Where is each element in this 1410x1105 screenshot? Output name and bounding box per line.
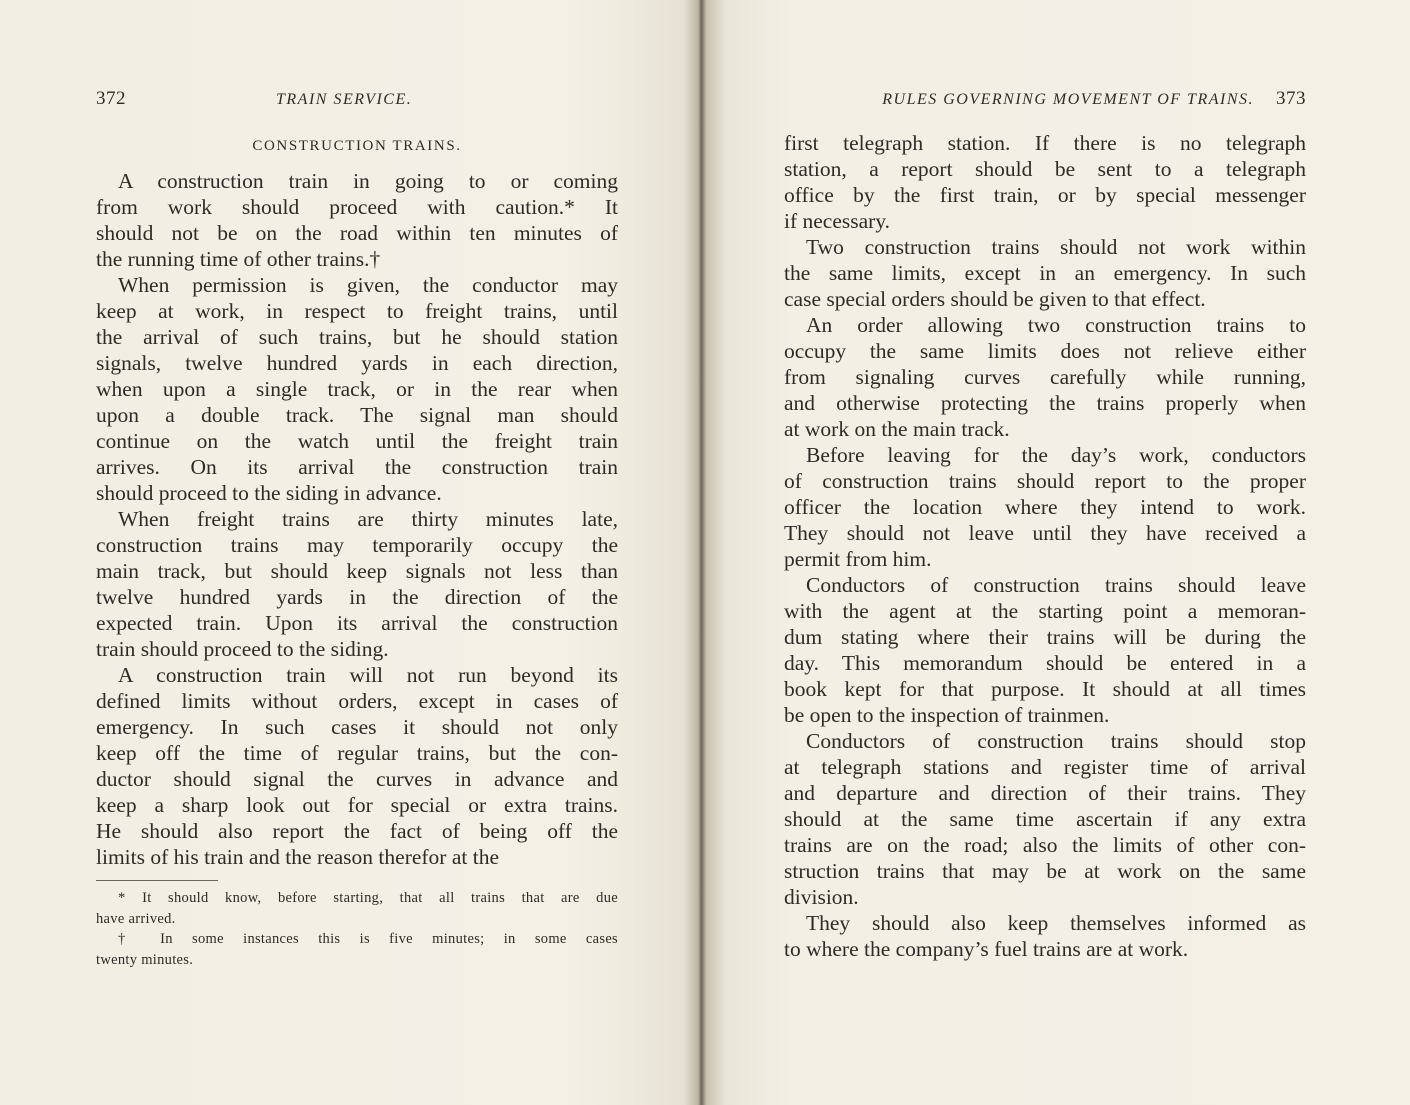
paragraph <box>96 888 618 929</box>
paragraph <box>784 442 1306 572</box>
page-number-left: 372 <box>96 88 126 109</box>
text-line: at work on the main track. <box>784 417 1010 441</box>
text-line: division. <box>784 885 859 909</box>
text-line: limits of his train and the reason therefor at the <box>96 845 499 869</box>
text-line: the arrival of such trains, but he should station <box>96 325 618 349</box>
text-line: expected train. Upon its arrival the construction <box>96 611 618 635</box>
right-page <box>704 0 1410 1105</box>
paragraph <box>96 662 618 870</box>
text-line: When permission is given, the conductor may <box>118 273 618 297</box>
text-line: from signaling curves carefully while running, <box>784 365 1306 389</box>
paragraph <box>784 312 1306 442</box>
paragraph <box>784 572 1306 728</box>
text-line: emergency. In such cases it should not only <box>96 715 618 739</box>
running-title-left: TRAIN SERVICE. <box>276 91 413 108</box>
text-line: when upon a single track, or in the rear when <box>96 377 618 401</box>
text-line: should not be on the road within ten minutes of <box>96 221 618 245</box>
text-line: station, a report should be sent to a telegraph <box>784 157 1306 181</box>
text-line: They should not leave until they have received a <box>784 521 1306 545</box>
paragraph <box>96 168 618 272</box>
text-line: if necessary. <box>784 209 891 233</box>
text-line: * It should know, before starting, that all trains that are due <box>118 890 618 906</box>
text-line: from work should proceed with caution.* It <box>96 195 618 219</box>
text-line: arrives. On its arrival the construction train <box>96 455 618 479</box>
text-line: signals, twelve hundred yards in each direction, <box>96 351 618 375</box>
paragraph <box>784 910 1306 962</box>
text-line: case special orders should be given to that effect. <box>784 287 1206 311</box>
text-line: be open to the inspection of trainmen. <box>784 703 1110 727</box>
text-line: office by the first train, or by special messenger <box>784 183 1306 207</box>
left-page <box>0 0 700 1105</box>
paragraph <box>784 234 1306 312</box>
paragraph <box>784 728 1306 910</box>
text-line: first telegraph station. If there is no telegraph <box>784 131 1306 155</box>
text-line: ductor should signal the curves in advance and <box>96 767 618 791</box>
text-line: construction trains may temporarily occupy the <box>96 533 618 557</box>
text-line: trains are on the road; also the limits of other con- <box>784 833 1306 857</box>
right-body-text <box>784 130 1306 962</box>
text-line: permit from him. <box>784 547 932 571</box>
text-line: They should also keep themselves informed as <box>806 911 1306 935</box>
text-line: Two construction trains should not work within <box>806 235 1306 259</box>
text-line: defined limits without orders, except in cases of <box>96 689 618 713</box>
text-line: When freight trains are thirty minutes late, <box>118 507 618 531</box>
text-line: dum stating where their trains will be during the <box>784 625 1306 649</box>
paragraph <box>784 130 1306 234</box>
text-line: the running time of other trains.† <box>96 247 381 271</box>
text-line: struction trains that may be at work on the same <box>784 859 1306 883</box>
text-line: continue on the watch until the freight train <box>96 429 618 453</box>
text-line: A construction train will not run beyond its <box>118 663 618 687</box>
text-line: at telegraph stations and register time of arrival <box>784 755 1306 779</box>
page-number-right: 373 <box>1276 88 1306 109</box>
text-line: have arrived. <box>96 910 176 927</box>
text-line: twelve hundred yards in the direction of the <box>96 585 618 609</box>
text-line: to where the company’s fuel trains are at work. <box>784 937 1189 961</box>
text-line: and otherwise protecting the trains properly when <box>784 391 1306 415</box>
section-title: CONSTRUCTION TRAINS. <box>252 138 462 154</box>
text-line: train should proceed to the siding. <box>96 637 389 661</box>
text-line: † In some instances this is five minutes; in some cases <box>118 931 618 947</box>
text-line: A construction train in going to or coming <box>118 169 618 193</box>
text-line: book kept for that purpose. It should at all times <box>784 677 1306 701</box>
text-line: He should also report the fact of being off the <box>96 819 618 843</box>
text-line: the same limits, except in an emergency. In such <box>784 261 1306 285</box>
right-running-head <box>784 88 1306 110</box>
text-line: Conductors of construction trains should stop <box>806 729 1306 753</box>
running-title-right: RULES GOVERNING MOVEMENT OF TRAINS. <box>882 91 1254 108</box>
paragraph <box>96 929 618 970</box>
text-line: should proceed to the siding in advance. <box>96 481 442 505</box>
text-line: keep off the time of regular trains, but the con- <box>96 741 618 765</box>
paragraph <box>96 506 618 662</box>
text-line: main track, but should keep signals not less than <box>96 559 618 583</box>
text-line: and departure and direction of their trains. They <box>784 781 1306 805</box>
text-line: Before leaving for the day’s work, conductors <box>806 443 1306 467</box>
text-line: occupy the same limits does not relieve either <box>784 339 1306 363</box>
text-line: An order allowing two construction trains to <box>806 313 1306 337</box>
text-line: upon a double track. The signal man should <box>96 403 618 427</box>
text-line: officer the location where they intend to work. <box>784 495 1306 519</box>
text-line: should at the same time ascertain if any extra <box>784 807 1306 831</box>
text-line: keep at work, in respect to freight trains, until <box>96 299 618 323</box>
text-line: Conductors of construction trains should leave <box>806 573 1306 597</box>
left-running-head <box>96 88 618 110</box>
text-line: with the agent at the starting point a memoran- <box>784 599 1306 623</box>
footnote-rule <box>96 880 218 881</box>
paragraph <box>96 272 618 506</box>
text-line: twenty minutes. <box>96 951 194 968</box>
text-line: day. This memorandum should be entered in a <box>784 651 1306 675</box>
left-body-text <box>96 168 618 870</box>
text-line: keep a sharp look out for special or extra trains. <box>96 793 618 817</box>
footnotes <box>96 888 618 970</box>
text-line: of construction trains should report to the proper <box>784 469 1306 493</box>
